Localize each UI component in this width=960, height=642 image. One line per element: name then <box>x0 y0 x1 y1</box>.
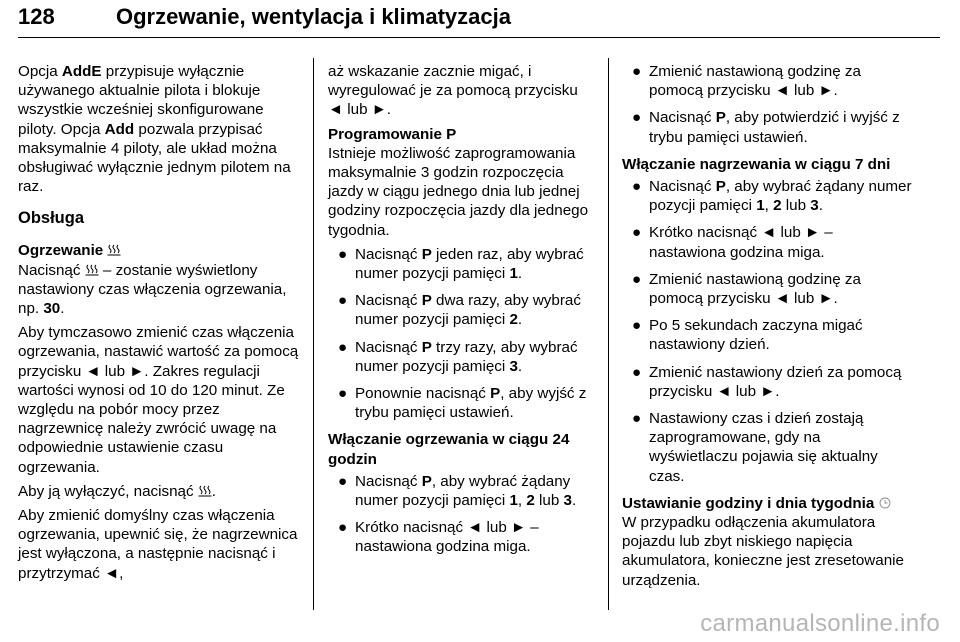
list-item: ● Zmienić nastawioną godzinę za pomocą przycisku ◄ lub ►. <box>632 270 861 308</box>
list-item: ● Nacisnąć P trzy razy, aby wybrać numer pozycji pamięci 3. <box>338 338 578 375</box>
page-number: 128 <box>18 4 55 29</box>
paragraph: aż wskazanie zacznie migać, i wyregulować je za pomocą przycisku ◄ lub ►. <box>328 63 578 119</box>
paragraph: Aby tymczasowo zmienić czas włączenia ogrzewania, nastawić wartość za pomocą przycisku ◄ lub ►. Zakres regulacji wartości wynosi od 10 do 120 minut. Ze względu na pobór mocy przez nagrzewnicę należy zwrócić uwagę na odpowiednie ustawienie czasu ogrzewania. <box>18 324 299 476</box>
bullet: ● <box>338 292 348 310</box>
clock-icon <box>879 497 891 509</box>
paragraph: Aby zmienić domyślny czas włączenia ogrzewania, upewnić się, że nagrzewnica jest wyłączona, a następnie nacisnąć i przytrzymać ◄, <box>18 507 298 582</box>
paragraph: Aby ją wyłączyć, nacisnąć . <box>18 482 217 500</box>
list-item: ● Nacisnąć P, aby wybrać żądany numer pozycji pamięci 1, 2 lub 3. <box>338 472 577 510</box>
heater-icon <box>85 264 99 276</box>
column-1 <box>18 62 300 588</box>
list-item: ● Nastawiony czas i dzień zostają zaprogramowane, gdy na wyświetlaczu pojawia się aktualny czas. <box>632 410 878 485</box>
bullet: ● <box>632 270 642 288</box>
heater-icon <box>107 244 121 256</box>
list-item: ● Zmienić nastawioną godzinę za pomocą przycisku ◄ lub ►. <box>632 63 861 100</box>
list-item: ● Krótko nacisnąć ◄ lub ► – nastawiona godzina miga. <box>338 519 539 556</box>
subheading-ustawianie: Ustawianie godziny i dnia tygodnia <box>622 494 912 513</box>
bullet: ● <box>632 363 642 381</box>
list-item: ● Po 5 sekundach zaczyna migać nastawiony dzień. <box>632 317 863 354</box>
bullet: ● <box>338 519 348 537</box>
list-item: ● Nacisnąć P dwa razy, aby wybrać numer pozycji pamięci 2. <box>338 292 581 329</box>
list-item: ● Nacisnąć P, aby wybrać żądany numer pozycji pamięci 1, 2 lub 3. <box>632 178 912 215</box>
paragraph: Nacisnąć – zostanie wyświetlony nastawiony czas włączenia ogrzewania, np. 30. <box>18 261 287 318</box>
column-divider-2 <box>608 58 609 610</box>
bullet: ● <box>338 472 348 490</box>
paragraph: Opcja AddE przypisuje wyłącznie używanego aktualnie pilota i blokuje wszystkie wcześniej skonfigurowane piloty. Opcja Add pozwala przypisać maksymalnie 4 piloty, ale układ można obsługiwać wyłącznie jednym pilotem na raz. <box>18 63 291 196</box>
bullet: ● <box>338 385 348 403</box>
column-3 <box>622 62 912 595</box>
bullet: ● <box>632 63 642 80</box>
bullet: ● <box>338 338 348 356</box>
chapter-title: Ogrzewanie, wentylacja i klimatyzacja <box>116 4 511 29</box>
bullet-list <box>328 245 596 423</box>
subheading-programowanie: Programowanie P <box>328 125 457 143</box>
subheading-ogrzewanie: Ogrzewanie <box>18 241 300 260</box>
list-item: ● Ponownie nacisnąć P, aby wyjść z trybu pamięci ustawień. <box>338 385 587 422</box>
heater-icon <box>198 485 212 497</box>
bullet-list <box>622 62 912 147</box>
column-2 <box>328 62 596 565</box>
watermark: carmanualsonline.info <box>700 610 940 637</box>
paragraph: W przypadku odłączenia akumulatora pojazdu lub zbyt niskiego napięcia akumulatora, konieczne jest zresetowanie urządzenia. <box>622 514 904 589</box>
bullet-list <box>622 177 912 486</box>
header-rule <box>18 37 940 38</box>
list-item: ● Nacisnąć P, aby potwierdzić i wyjść z trybu pamięci ustawień. <box>632 109 900 146</box>
subheading-24h: Włączanie ogrzewania w ciągu 24 godzin <box>328 431 570 468</box>
paragraph: Istnieje możliwość zaprogramowania maksymalnie 3 godzin rozpoczęcia jazdy w ciągu jednego dnia lub jednej godziny rozpoczęcia jazdy dla jednego tygodnia. <box>328 144 589 239</box>
bullet: ● <box>632 410 642 428</box>
bullet: ● <box>632 317 642 335</box>
bullet: ● <box>338 245 348 263</box>
bullet-list <box>328 472 596 557</box>
list-item: ● Zmienić nastawiony dzień za pomocą przycisku ◄ lub ►. <box>632 363 902 400</box>
section-heading-obsluga: Obsługa <box>18 209 85 228</box>
subheading-7dni: Włączanie nagrzewania w ciągu 7 dni <box>622 155 891 173</box>
column-divider-1 <box>313 58 314 610</box>
list-item: ● Nacisnąć P jeden raz, aby wybrać numer pozycji pamięci 1. <box>338 245 584 283</box>
bullet: ● <box>632 109 642 127</box>
bullet: ● <box>632 178 642 196</box>
bullet: ● <box>632 224 642 242</box>
list-item: ● Krótko nacisnąć ◄ lub ► – nastawiona godzina miga. <box>632 224 833 261</box>
